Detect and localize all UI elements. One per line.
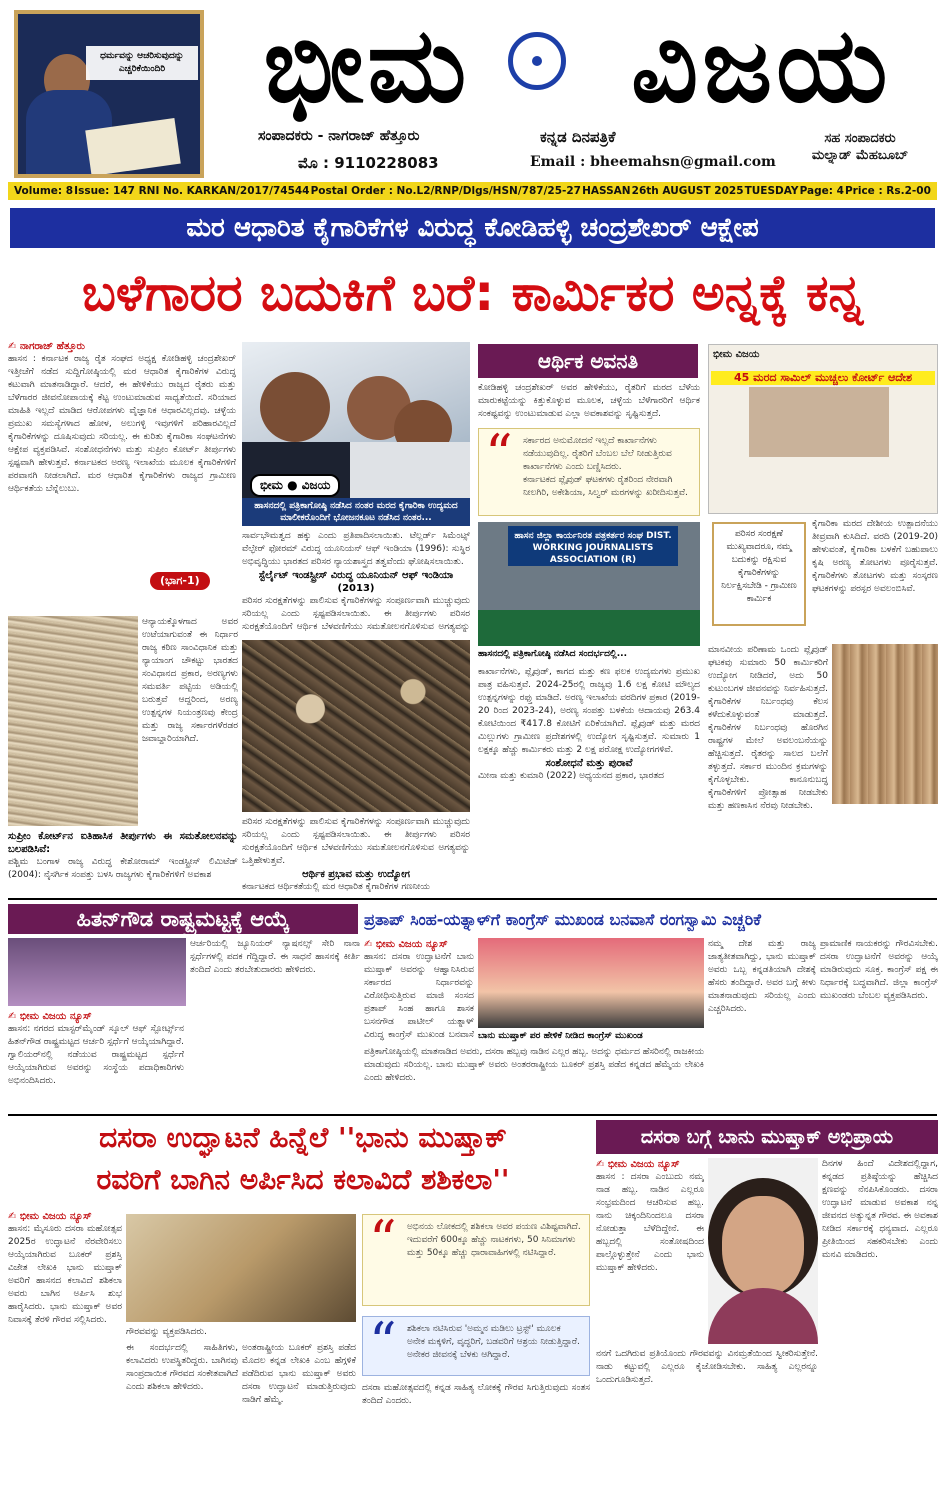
abhipraya-col-1: ✍ ಭೀಮ ವಿಜಯ ನ್ಯೂಸ್ ಹಾಸನ : ದಸರಾ ಎಂಬುದು ನಮ್ಮ ನಾಡ ಹಬ್ಬ. ನಾಡಿನ ಎಲ್ಲರೂ ಸಂಭ್ರಮದಿಂದ ಆಚರಿಸುವ ಹಬ್ಬ. ನಾನು ಚಿಕ್ಕಂದಿನಿಂದಲೂ ದಸರಾ ನೋಡುತ್ತಾ ಬೆಳೆದಿದ್ದೇನೆ. ಈ ಹಬ್ಬದಲ್ಲಿ ಸಂತೋಷದಿಂದ ಪಾಲ್ಗೊಳ್ಳುತ್ತೇನೆ ಎಂದು ಭಾನು ಮುಷ್ತಾಕ್ ಹೇಳಿದರು. xyxy=(596,1159,704,1273)
hittan-col-1: ✍ ಭೀಮ ವಿಜಯ ನ್ಯೂಸ್ ಹಾಸನ: ನಗರದ ಮಾಸ್ಟರ್‌ಮೈಂಡ್ ಸ್ಕೂಲ್ ಆಫ್ ಸ್ಪೋರ್ಟ್ಸ್‌ನ ಹಿತನ್‌ಗೌಡ ರಾಷ್ಟ್ರಮಟ್ಟದ ಆರ್ಚರಿ ಸ್ಪರ್ಧೆಗೆ ಆಯ್ಕೆಯಾಗಿದ್ದಾರೆ. ಗ್ವಾಲಿಯರ್‌ನಲ್ಲಿ ನಡೆಯುವ ರಾಷ್ಟ್ರಮಟ್ಟದ ಸ್ಪರ್ಧೆಗೆ ಆಯ್ಕೆಯಾಗಿರುವ ಅವರನ್ನು ಸಂಸ್ಥೆಯ ಪದಾಧಿಕಾರಿಗಳು ಅಭಿನಂದಿಸಿದರು. xyxy=(8,1011,184,1086)
court-block xyxy=(8,830,238,896)
pratap-col-1: ✍ ಭೀಮ ವಿಜಯ ನ್ಯೂಸ್ ಹಾಸನ: ದಸರಾ ಉದ್ಘಾಟನೆಗೆ ಬಾನು ಮುಷ್ತಾಕ್ ಅವರನ್ನು ಆಹ್ವಾನಿಸಿರುವ ಸರ್ಕಾರದ ನಿರ್ಧಾರವನ್ನು ವಿರೋಧಿಸುತ್ತಿರುವ ಮಾಜಿ ಸಂಸದ ಪ್ರತಾಪ್ ಸಿಂಹ ಹಾಗೂ ಶಾಸಕ ಬಸನಗೌಡ ಪಾಟೀಲ್ ಯತ್ನಾಳ್ ವಿರುದ್ಧ ಕಾಂಗ್ರೆಸ್ ಮುಖಂಡ ಬನವಾಸೆ xyxy=(364,939,474,1040)
pratap-col-4: ಪ್ರಾಮಾಣಿಕ ನಾಯಕರನ್ನು ಗೌರವಿಸಬೇಕು. ದಸರಾ ಉದ್ಘಾಟನೆಗೆ ಅವರನ್ನು ಆಯ್ಕೆ ಮಾಡಿರುವುದು ಸೂಕ್ತ. ಕಾಂಗ್ರೆಸ್ ಪಕ್ಷ ಈ ನಿರ್ಧಾರಕ್ಕೆ ಬದ್ಧವಾಗಿದೆ. ಜಿಲ್ಲಾ ಕಾಂಗ್ರೆಸ್ ಮುಖಂಡರು ಬೆಂಬಲ ವ್ಯಕ್ತಪಡಿಸಿದರು. xyxy=(820,939,938,1001)
coeditor-block xyxy=(790,130,930,164)
dasara-col-1: ✍ ಭೀಮ ವಿಜಯ ನ್ಯೂಸ್ ಹಾಸನ: ಮೈಸೂರು ದಸರಾ ಮಹೋತ್ಸವ 2025ರ ಉದ್ಘಾಟನೆ ನೆರವೇರಿಸಲು ಆಯ್ಕೆಯಾಗಿರುವ ಬೂಕರ್ ಪ್ರಶಸ್ತಿ ವಿಜೇತ ಲೇಖಕಿ ಭಾನು ಮುಷ್ತಾಕ್ ಅವರಿಗೆ ಹಾಸನದ ಕಲಾವಿದೆ ಶಶಿಕಲಾ ಅವರು ಬಾಗಿನ ಅರ್ಪಿಸಿ ಶುಭ ಹಾರೈಸಿದರು. ಭಾನು ಮುಷ್ತಾಕ್ ಅವರ ನಿವಾಸಕ್ಕೆ ತೆರಳಿ ಗೌರವ ಸಲ್ಲಿಸಿದರು. xyxy=(8,1211,122,1325)
research-heading: ಸಂಶೋಧನೆ ಮತ್ತು ಪುರಾವೆ xyxy=(545,758,633,769)
price: Price : Rs.2-00 xyxy=(844,185,931,197)
meeting-banner: ಹಾಸನ ಜಿಲ್ಲಾ ಕಾರ್ಯನಿರತ ಪತ್ರಕರ್ತರ ಸಂಘ DIST. WORKING JOURNALISTS ASSOCIATION (R) xyxy=(508,526,678,566)
lead-col-2c: ಪರಿಸರ ಸುರಕ್ಷತೆಗಳನ್ನು ಪಾಲಿಸುವ ಕೈಗಾರಿಕೆಗಳನ್ನು ಸಂಪೂರ್ಣವಾಗಿ ಮುಚ್ಚುವುದು ಸರಿಯಲ್ಲ ಎಂದು ಸ್ಪಷ್ಟಪಡಿಸಲಾಯಿತು. ಈ ತೀರ್ಪುಗಳು ಪರಿಸರ ಸುರಕ್ಷತೆಯೊಂದಿಗೆ ಆರ್ಥಿಕ ಬೆಳವಣಿಗೆಯು ಸಮತೋಲನಗೊಳಿಸುವ ಅಗತ್ಯವನ್ನು ಒತ್ತಿಹೇಳುತ್ತವೆ. ಆರ್ಥಿಕ ಪ್ರಭಾವ ಮತ್ತು ಉದ್ಯೋಗ ಕರ್ನಾಟಕದ ಆರ್ಥಿಕತೆಯಲ್ಲಿ ಮರ ಆಧಾರಿತ ಕೈಗಾರಿಕೆಗಳ ಗಣನೀಯ xyxy=(242,817,470,892)
lead-col-1 xyxy=(8,340,236,602)
date: 26th AUGUST 2025 xyxy=(631,185,744,197)
city: HASSAN xyxy=(582,185,631,197)
economic-quote: “ ಸರ್ಕಾರದ ಅನುಮೋದನೆ ಇಲ್ಲದೆ ಕಾರ್ಖಾನೆಗಳು ನಡೆಯುವುದಿಲ್ಲ. ರೈತರಿಗೆ ಬೆಂಬಲ ಬೆಲೆ ನೀಡುತ್ತಿರುವ ಕಾರ್ಖಾನೆಗಳು ಎಂದು ಬಣ್ಣಿಸಿದರು. ಕರ್ನಾಟಕದ ಪ್ಲೈವುಡ್ ಘಟಕಗಳು ರೈತರಿಂದ ನೇರವಾಗಿ ನೀಲಗಿರಿ, ಅಕೇಶಿಯಾ, ಸಿಲ್ವರ್ ಮರಗಳನ್ನು ಖರೀದಿಸುತ್ತವೆ. xyxy=(478,428,700,516)
meeting-photo xyxy=(478,522,700,646)
files-photo xyxy=(8,616,138,826)
logs-photo xyxy=(242,640,470,812)
top-headline-bar: ಮರ ಆಧಾರಿತ ಕೈಗಾರಿಕೆಗಳ ವಿರುದ್ಧ ಕೋಡಿಹಳ್ಳಿ ಚಂದ್ರಶೇಖರ್ ಆಕ್ಷೇಪ xyxy=(10,208,935,248)
dasara-col-2: ಈ ಸಂದರ್ಭದಲ್ಲಿ ಸಾಹಿತಿಗಳು, ಕಲಾವಿದರು ಉಪಸ್ಥಿತರಿದ್ದರು. ಬಾಗಿನವು ಸಾಂಪ್ರದಾಯಿಕ ಗೌರವದ ಸಂಕೇತವಾಗಿದೆ ಎಂದು ಶಶಿಕಲಾ ಹೇಳಿದರು. xyxy=(126,1343,238,1392)
part-badge: (ಭಾಗ-1) xyxy=(150,572,210,590)
lead-col-1b: ಆನ್ಯಾಯಕ್ಕೊಳಗಾದ ಅವರ ಉಟೆಯಾಗುವಂತೆ ಈ ನಿರ್ಧಾರ ರಾಜ್ಯ ಕಠಿಣ ಸಾಂವಿಧಾನಿಕ ಮತ್ತು ನ್ಯಾಯಾಂಗ ಚೌಕಟ್ಟು ಭಾರತದ ಸಂವಿಧಾನದ ಪ್ರಕಾರ, ಅರಣ್ಯಗಳು ಸಮವರ್ತಿ ಪಟ್ಟಿಯ ಅಡಿಯಲ್ಲಿ ಬರುತ್ತವೆ ಆದ್ದರಿಂದ, ಅರಣ್ಯ ಉತ್ಪನ್ನಗಳ ನಿಯಂತ್ರಣವು ಕೇಂದ್ರ ಮತ್ತು ರಾಜ್ಯ ಸರ್ಕಾರಗಳೆರಡರ ಜವಾಬ್ದಾರಿಯಾಗಿದೆ. xyxy=(142,617,238,744)
right-col-text: ಕೈಗಾರಿಕಾ ಮರದ ದೇಶೀಯ ಉತ್ಪಾದನೆಯು ತೀವ್ರವಾಗಿ ಕುಸಿದಿದೆ. ವರದಿ (2019-20) ಹೇಳುವಂತೆ, ಕೈಗಾರಿಕಾ ಬಳಕೆಗೆ ಬಹುಪಾಲು ಕೃಷಿ ಅರಣ್ಯ ತೋಟಗಳು ಪೂರೈಸುತ್ತವೆ. ಕೈಗಾರಿಕೆಗಳು ತೋಟಗಳು ಮತ್ತು ಸಂಸ್ಕರಣ ಘಟಕಗಳನ್ನು ಪರಸ್ಪರ ಅವಲಂಬಿಸಿವೆ. xyxy=(812,519,938,594)
abhipraya-title: ದಸರಾ ಬಗ್ಗೆ ಬಾನು ಮುಷ್ತಾಕ್ ಅಭಿಪ್ರಾಯ xyxy=(596,1120,938,1154)
masthead xyxy=(0,0,945,182)
dasara-col-4: ದಸರಾ ಮಹೋತ್ಸವದಲ್ಲಿ ಕನ್ನಡ ಸಾಹಿತ್ಯ ಲೋಕಕ್ಕೆ ಗೌರವ ಸಿಗುತ್ತಿರುವುದು ಸಂತಸ ತಂದಿದೆ ಎಂದರು. xyxy=(362,1383,590,1406)
clipping-photo xyxy=(708,344,938,514)
economic-decline-title: ಆರ್ಥಿಕ ಅವನತಿ xyxy=(478,344,698,378)
selfie-caption: ಹಾಸನದಲ್ಲಿ ಪತ್ರಿಕಾಗೋಷ್ಠಿ ನಡೆಸಿದ ನಂತರ ಮರದ ಕೈಗಾರಿಕಾ ಉದ್ಯಮದ ಮಾಲೀಕರೊಂದಿಗೆ ಭೋಜನಕೂಟ ನಡೆಸಿದ ನಂತರ... xyxy=(242,498,470,526)
issue-info-bar xyxy=(8,182,937,200)
abhipraya-col-3: ದಿನಗಳ ಹಿಂದೆ ವಿದೇಶದಲ್ಲಿದ್ದಾಗ, ಕನ್ನಡದ ಪ್ರತಿಷ್ಠೆಯನ್ನು ಹೆಚ್ಚಿಸಿದ ಕ್ಷಣವನ್ನು ನೆನಪಿಸಿಕೊಂಡರು. ದಸರಾ ಉದ್ಘಾಟನೆ ಮಾಡುವ ಅವಕಾಶ ನನ್ನ ಜೀವನದ ಅತ್ಯುನ್ನತ ಗೌರವ. ಈ ಅವಕಾಶ ನೀಡಿದ ಸರ್ಕಾರಕ್ಕೆ ಧನ್ಯವಾದ. ಎಲ್ಲರೂ ಪ್ರೀತಿಯಿಂದ ಸಹಕರಿಸಬೇಕು ಎಂದು ಮನವಿ ಮಾಡಿದರು. xyxy=(822,1159,938,1260)
volume: Volume: 8 xyxy=(14,185,74,197)
col2-text: ಸಾರ್ವಭೌಮತ್ವದ ಹಕ್ಕು ಎಂದು ಪ್ರತಿಪಾದಿಸಲಾಯಿತು. ಟೆಲ್ಲರ್ಡ್ ಸಿಮೆಂಟ್ಸ್ ವೆಲ್ಫೇರ್ ಫೋರಮ್ ವಿರುದ್ಧ ಯೂನಿಯನ್ ಆಫ್ ಇಂಡಿಯಾ (1996): ಸುಸ್ಥಿರ ಅಭಿವೃದ್ಧಿಯು ಭಾರತದ ಪರಿಸರ ನ್ಯಾಯಶಾಸ್ತ್ರದ ತತ್ವವೆಂದು ಘೋಷಿಸಲಾಯಿತು. xyxy=(242,531,470,567)
issue: Issue: 147 RNI No. KARKAN/2017/74544 xyxy=(74,185,310,197)
pratap-col-3: ನಮ್ಮ ದೇಶ ಮತ್ತು ರಾಜ್ಯ ಜಾತ್ಯತೀತವಾಗಿದ್ದು, ಭಾನು ಮುಷ್ತಾಕ್ ಅವರು ಒಬ್ಬ ಕನ್ನಡತಿಯಾಗಿ ದೇಶಕ್ಕೆ ಹೆಸರು ತಂದಿದ್ದಾರೆ. ಅವರ ಬಗ್ಗೆ ಕೀಳು ಮಾತನಾಡುವುದು ಸರಿಯಲ್ಲ ಎಂದು ಎಚ್ಚರಿಸಿದರು. xyxy=(708,939,816,1014)
main-headline: ಬಳೆಗಾರರ ಬದುಕಿಗೆ ಬರೆ: ಕಾರ್ಮಿಕರ ಅನ್ನಕ್ಕೆ ಕನ್ನ xyxy=(81,264,864,322)
hittan-col-2: ಆರ್ಚರಿಯಲ್ಲಿ ಜ್ಯೂನಿಯರ್ ನ್ಯಾಷನಲ್ಸ್ ಸೇರಿ ನಾನಾ ಸ್ಪರ್ಧೆಗಳಲ್ಲಿ ಪದಕ ಗೆದ್ದಿದ್ದಾರೆ. ಈ ಸಾಧನೆ ಹಾಸನಕ್ಕೆ ಕೀರ್ತಿ ತಂದಿದೆ ಎಂದು ತರಬೇತುದಾರರು ಹೇಳಿದರು. xyxy=(190,939,360,975)
economic-text: ಕೋಡಿಹಳ್ಳಿ ಚಂದ್ರಶೇಖರ್ ಅವರ ಹೇಳಿಕೆಯು, ರೈತರಿಗೆ ಮರದ ಬೆಳೆಯ ಮಾರುಕಟ್ಟೆಯನ್ನು ಕಿತ್ತುಕೊಳ್ಳುವ ಮೂಲಕ, ಚಳ್ಳೆಯ ಬೆಳೆಗಾರರಿಗೆ ಆರ್ಥಿಕ ಸಂಕಷ್ಟವನ್ನು ಉಂಟುಮಾಡುವ ಎಲ್ಲಾ ಅವಕಾಶವನ್ನು ಸೃಷ್ಟಿಸುತ್ತದೆ. xyxy=(478,383,700,419)
lead-col-2 xyxy=(242,530,470,636)
economic-col: ಕಾರ್ಖಾನೆಗಳು, ಪ್ಲೈವುಡ್, ಕಾಗದ ಮತ್ತು ಕಣ ಫಲಕ ಉದ್ಯಮಗಳು ಪ್ರಮುಖ ಪಾತ್ರ ವಹಿಸುತ್ತವೆ. 2024-25ರಲ್ಲಿ ರಾಜ್ಯವು 1.6 ಲಕ್ಷ ಕೋಟಿ ಮೌಲ್ಯದ ಉತ್ಪನ್ನಗಳನ್ನು ರಫ್ತು ಮಾಡಿದೆ. ಅರಣ್ಯ ಇಲಾಖೆಯ ವರದಿಗಳ ಪ್ರಕಾರ (2019-20 ರಿಂದ 2023-24), ಅರಣ್ಯ ಸಂಪತ್ತು ಬಳಕೆಯ ಆದಾಯವು 263.4 ಕೋಟಿಯಿಂದ ₹417.8 ಕೋಟಿಗೆ ಏರಿಕೆಯಾಗಿದೆ. ಪ್ಲೈವುಡ್ ಮತ್ತು ಮರದ ಮಿಲ್ಲುಗಳು ಗ್ರಾಮೀಣ ಪ್ರದೇಶಗಳಲ್ಲಿ ಉದ್ಯೋಗ ಸೃಷ್ಟಿಸುತ್ತವೆ. ಸುಮಾರು 1 ಲಕ್ಷಕ್ಕೂ ಹೆಚ್ಚು ಕಾರ್ಮಿಕರು ಮತ್ತು 2 ಲಕ್ಷ ಪರೋಕ್ಷ ಉದ್ಯೋಗಗಳಿವೆ. ಸಂಶೋಧನೆ ಮತ್ತು ಪುರಾವೆ ಮೀನಾ ಮತ್ತು ಕುಮಾರಿ (2022) ಅಧ್ಯಯನದ ಪ್ರಕಾರ, ಭಾರತದ xyxy=(478,667,700,781)
clipping-headline: 45 ಮರದ ಸಾಮಿಲ್ ಮುಚ್ಚಲು ಕೋರ್ಟ್ ಆದೇಶ xyxy=(711,371,935,385)
dasara-title-line-1: ದಸರಾ ಉದ್ಘಾಟನೆ ಹಿನ್ನೆಲೆ ''ಭಾನು ಮುಷ್ತಾಕ್ xyxy=(99,1121,507,1154)
photo-logo: ಭೀಮ ● ವಿಜಯ xyxy=(250,474,340,497)
daily-label: ಕನ್ನಡ ದಿನಪತ್ರಿಕೆ xyxy=(540,128,616,146)
ashoka-chakra-icon xyxy=(508,32,566,90)
title-right: ವಿಜಯ xyxy=(631,4,892,126)
dasara-title-line-2: ರವರಿಗೆ ಬಾಗಿನ ಅರ್ಪಿಸಿದ ಕಲಾವಿದೆ ಶಶಿಕಲಾ'' xyxy=(96,1163,510,1196)
page-number: Page: 4 xyxy=(799,185,844,197)
quote-mark-icon: “ xyxy=(369,1214,397,1272)
portrait-quote: ಧರ್ಮವನ್ನು ಆಚರಿಸುವುದನ್ನು ಎಚ್ಚರಿಕೆಯಿಂದಿರಿ xyxy=(86,46,198,80)
plywood-photo xyxy=(832,644,938,804)
clipping-masthead: ಭೀಮ ವಿಜಯ xyxy=(713,349,760,360)
dasara-photo xyxy=(126,1214,356,1322)
phone-line: ಮೊ : 9110228083 xyxy=(298,154,439,172)
email-line: Email : bheemahsn@gmail.com xyxy=(530,154,776,170)
ambedkar-portrait xyxy=(14,10,204,178)
pratap-photo xyxy=(478,938,704,1028)
selfie-photo xyxy=(242,342,470,524)
quote-mark-icon: “ xyxy=(369,1316,397,1374)
court-heading: ಸುಪ್ರೀಂ ಕೋರ್ಟ್‌ನ ಐತಿಹಾಸಿಕ ತೀರ್ಪುಗಳು ಈ ಸಮತೋಲನವನ್ನು ಬಲಪಡಿಸಿವೆ: xyxy=(8,831,238,855)
trust-quote: “ ಶಶಿಕಲಾ ನಟಿಸಿರುವ 'ಅಮ್ಮನ ಮಡಿಲು ಟ್ರಸ್ಟ್' ಮೂಲಕ ಅನೇಕ ಮಕ್ಕಳಿಗೆ, ವೃದ್ಧರಿಗೆ, ಬಡವರಿಗೆ ಆಶ್ರಯ ನೀಡುತ್ತಿದ್ದಾರೆ. ಅನೇಕರ ಜೀವನಕ್ಕೆ ಬೆಳಕು ಆಗಿದ್ದಾರೆ. xyxy=(362,1316,590,1376)
lead-col1-text: ಹಾಸನ : ಕರ್ನಾಟಕ ರಾಜ್ಯ ರೈತ ಸಂಘದ ಅಧ್ಯಕ್ಷ ಕೋಡಿಹಳ್ಳಿ ಚಂದ್ರಶೇಖರ್ ಇತ್ತೀಚೆಗೆ ನಡೆದ ಸುದ್ದಿಗೋಷ್ಠಿಯಲ್ಲಿ ಮರ ಆಧಾರಿತ ಕೈಗಾರಿಕೆಗಳ ವಿರುದ್ಧ ಕಟುವಾಗಿ ಮಾತನಾಡಿದ್ದಾರೆ. ಆದರೆ, ಈ ಹೇಳಿಕೆಯು ರಾಜ್ಯದ ರೈತರು ಮತ್ತು ಬೆಳೆಗಾರರ ಜೀವನೋಪಾಯಕ್ಕೆ ಕೆಟ್ಟ ಉಂಟುಮಾಡುವ ಸಾಧ್ಯತೆಯಿದೆ. ಸರಿಯಾದ ಮಾಹಿತಿ ಇಲ್ಲದೆ ಮಾಡಿದ ಆರೋಪಗಳು ವೈಜ್ಞಾನಿಕ ಆಧಾರವಿಲ್ಲದವು. ಚಳ್ಳೆಯ ಪ್ರಮುಖ ಸಮಸ್ಯೆಗಳಾದ ಹೋಳ, ಅಲುಗಳ್ಳಿ ಇವುಗಳಿಗೆ ಪರಿಹಾರವಿಲ್ಲದೆ ಕೈಗಾರಿಕೆಗಳನ್ನು ದೂಷಿಸುವುದು ಸರಿಯಲ್ಲ. ಈ ಕುರಿತು ಕೈಗಾರಿಕಾ ಸಂಘಟನೆಗಳು ಆಕ್ಷೇಪ ವ್ಯಕ್ತಪಡಿಸಿವೆ. ಸಂಶೋಧನೆಗಳು ಮತ್ತು ಸುಪ್ರೀಂ ಕೋರ್ಟ್ ತೀರ್ಪುಗಳು ಸ್ಪಷ್ಟವಾಗಿ ಹೇಳುತ್ತವೆ. ಕರ್ನಾಟಕದ ಅರಣ್ಯ ಇಲಾಖೆಯ ಮೂಲಕ ಕೈಗಾರಿಕೆಗಳಿಗೆ ಪರವಾನಗಿ ನೀಡಲಾಗಿದೆ. ಮರ ಆಧಾರಿತ ಕೈಗಾರಿಕೆಗಳು ರಾಜ್ಯದ ಗ್ರಾಮೀಣ ಆರ್ಥಿಕತೆಯ ಬೆನ್ನೆಲುಬು. xyxy=(8,354,236,494)
title-left: ಭೀಮ xyxy=(263,4,471,126)
dasara-photo-caption: ಗೌರವವನ್ನು ವ್ಯಕ್ತಪಡಿಸಿದರು. xyxy=(126,1327,207,1337)
newspaper-title xyxy=(220,6,935,124)
coeditor-name: ಮಲ್ನಾಡ್ ಮೆಹಬೂಬ್ xyxy=(811,148,909,163)
banu-portrait xyxy=(708,1158,818,1344)
col2-heading-2: ಆರ್ಥಿಕ ಪ್ರಭಾವ ಮತ್ತು ಉದ್ಯೋಗ xyxy=(302,869,410,880)
col2b-text: ಪರಿಸರ ಸುರಕ್ಷತೆಗಳನ್ನು ಪಾಲಿಸುವ ಕೈಗಾರಿಕೆಗಳನ್ನು ಸಂಪೂರ್ಣವಾಗಿ ಮುಚ್ಚುವುದು ಸರಿಯಲ್ಲ ಎಂದು ಸ್ಪಷ್ಟಪಡಿಸಲಾಯಿತು. ಈ ತೀರ್ಪುಗಳು ಪರಿಸರ ಸುರಕ್ಷತೆಯೊಂದಿಗೆ ಆರ್ಥಿಕ ಬೆಳವಣಿಗೆಯು ಸಮತೋಲನಗೊಳಿಸುವ ಅಗತ್ಯವನ್ನು xyxy=(242,596,470,632)
court-text: ಪಶ್ಚಿಮ ಬಂಗಾಳ ರಾಜ್ಯ ವಿರುದ್ಧ ಕೇಶೋರಾಮ್ ಇಂಡಸ್ಟ್ರೀಸ್ ಲಿಮಿಟೆಡ್ (2004): ನೈಸರ್ಗಿಕ ಸಂಪತ್ತು ಬಳಸಿ ರಾಜ್ಯಗಳು ಕೈಗಾರಿಕೆಗಳಿಗೆ ಅವಕಾಶ xyxy=(8,857,238,880)
coeditor-label: ಸಹ ಸಂಪಾದಕರು xyxy=(824,131,896,146)
abhipraya-col-2: ನನಗೆ ಒದಗಿರುವ ಪ್ರತಿಯೊಂದು ಗೌರವವನ್ನು ವಿನಮ್ರತೆಯಿಂದ ಸ್ವೀಕರಿಸುತ್ತೇನೆ. ನಾಡು ಕಟ್ಟುವಲ್ಲಿ ಎಲ್ಲರೂ ಕೈಜೋಡಿಸಬೇಕು. ಸಾಹಿತ್ಯ ಎಲ್ಲರನ್ನೂ ಒಂದುಗೂಡಿಸುತ್ತದೆ. xyxy=(596,1349,818,1385)
lead-byline: ✍ ನಾಗರಾಜ್ ಹೆತ್ತೂರು xyxy=(8,341,85,352)
dasara-col-3: ಅಂತರಾಷ್ಟ್ರೀಯ ಬೂಕರ್ ಪ್ರಶಸ್ತಿ ಪಡೆದ ಮೊದಲ ಕನ್ನಡ ಲೇಖಕಿ ಎಂಬ ಹೆಗ್ಗಳಿಕೆ ಪಡೆದಿರುವ ಭಾನು ಮುಷ್ತಾಕ್ ಅವರು ದಸರಾ ಉದ್ಘಾಟನೆ ಮಾಡುತ್ತಿರುವುದು ನಾಡಿಗೆ ಹೆಮ್ಮೆ. xyxy=(242,1343,356,1405)
editor-line: ಸಂಪಾದಕರು - ನಾಗರಾಜ್ ಹೆತ್ತೂರು xyxy=(258,128,420,144)
hittan-photo xyxy=(8,938,186,1006)
dasara-quote: “ ಅಭಿನಯ ಲೋಕದಲ್ಲಿ ಶಶಿಕಲಾ ಅವರ ಪಯಣ ವಿಶಿಷ್ಟವಾಗಿದೆ. ಇದುವರೆಗೆ 600ಕ್ಕೂ ಹೆಚ್ಚು ನಾಟಕಗಳು, 50 ಸಿನಿಮಾಗಳು ಮತ್ತು 50ಕ್ಕೂ ಹೆಚ್ಚು ಧಾರಾವಾಹಿಗಳಲ್ಲಿ ನಟಿಸಿದ್ದಾರೆ. xyxy=(362,1214,590,1306)
right-col-text-2: ಮಾನವೀಯ ಪರಿಣಾಮ ಒಂದು ಪ್ಲೈವುಡ್ ಘಟಕವು ಸುಮಾರು 50 ಕಾರ್ಮಿಕರಿಗೆ ಉದ್ಯೋಗ ನೀಡಿದರೆ, ಅದು 50 ಕುಟುಂಬಗಳ ಜೀವನವನ್ನು ನಿರ್ವಹಿಸುತ್ತದೆ. ಕೈಗಾರಿಕೆಗಳ ನಿರ್ಬಂಧವು ಕೆಲಸ ಕಳೆದುಕೊಳ್ಳುವಂತೆ ಮಾಡುತ್ತದೆ. ಕೈಗಾರಿಕೆಗಳ ನಿರ್ಬಂಧವು ಹೊರಗಿನ ರಾಷ್ಟ್ರಗಳ ಮೇಲೆ ಅವಲಂಬನೆಯನ್ನು ಹೆಚ್ಚಿಸುತ್ತದೆ. ರೈತರನ್ನು ಸಾಲದ ಬಲೆಗೆ ತಳ್ಳುತ್ತದೆ. ಸರ್ಕಾರ ಮುಂದಿನ ಕ್ರಮಗಳನ್ನು ಕೈಗೊಳ್ಳಬೇಕು. ಕಾನೂನುಬದ್ಧ ಕೈಗಾರಿಕೆಗಳಿಗೆ ಪ್ರೋತ್ಸಾಹ ನೀಡಬೇಕು ಮತ್ತು ಹಣಕಾಸಿನ ನೆರವು ನೀಡಬೇಕು. xyxy=(708,645,828,811)
pratap-col-2: ಪತ್ರಿಕಾಗೋಷ್ಠಿಯಲ್ಲಿ ಮಾತನಾಡಿದ ಅವರು, ದಸರಾ ಹಬ್ಬವು ನಾಡಿನ ಎಲ್ಲರ ಹಬ್ಬ. ಅದನ್ನು ಧರ್ಮದ ಹೆಸರಿನಲ್ಲಿ ರಾಜಕೀಯ ಮಾಡುವುದು ಸರಿಯಲ್ಲ. ಬಾನು ಮುಷ್ತಾಕ್ ಅವರು ಅಂತರರಾಷ್ಟ್ರೀಯ ಬೂಕರ್ ಪ್ರಶಸ್ತಿ ಪಡೆದ ಕನ್ನಡದ ಹೆಮ್ಮೆಯ ಲೇಖಕಿ ಎಂದು ಹೇಳಿದರು. xyxy=(364,1047,704,1083)
hittan-title: ಹಿತನ್‌ಗೌಡ ರಾಷ್ಟ್ರಮಟ್ಟಕ್ಕೆ ಆಯ್ಕೆ xyxy=(8,904,358,934)
pratap-title: ಪ್ರತಾಪ್ ಸಿಂಹ-ಯತ್ನಾಳ್‌ಗೆ ಕಾಂಗ್ರೆಸ್ ಮುಖಂಡ ಬನವಾಸೆ ರಂಗಸ್ವಾಮಿ ಎಚ್ಚರಿಕೆ xyxy=(364,910,762,929)
weekday: TUESDAY xyxy=(744,185,799,197)
meeting-caption: ಹಾಸನದಲ್ಲಿ ಪತ್ರಿಕಾಗೋಷ್ಠಿ ನಡೆಸಿದ ಸಂದರ್ಭದಲ್ಲಿ... xyxy=(478,649,627,659)
col2-heading: ಸ್ಟೆರ್ಲೈಟ್ ಇಂಡಸ್ಟ್ರೀಸ್ ವಿರುದ್ಧ ಯೂನಿಯನ್ ಆಫ್ ಇಂಡಿಯಾ (2013) xyxy=(258,570,454,594)
worker-quote: ಪರಿಸರ ಸಂರಕ್ಷಣೆ ಮುಖ್ಯವಾದರೂ, ನಮ್ಮ ಬದುಕನ್ನು ರಕ್ಷಿಸುವ ಕೈಗಾರಿಕೆಗಳನ್ನು ನಿರ್ಲಕ್ಷಿಸಬೇಡಿ - ಗ್ರಾಮೀಣ ಕಾರ್ಮಿಕ xyxy=(712,522,806,626)
quote-mark-icon: “ xyxy=(485,428,513,486)
pratap-caption: ಬಾನು ಮುಷ್ತಾಕ್ ಪರ ಹೇಳಿಕೆ ನೀಡಿದ ಕಾಂಗ್ರೆಸ್ ಮುಖಂಡ xyxy=(478,1031,643,1041)
postal-order: Postal Order : No.L2/RNP/Dlgs/HSN/787/25-27 xyxy=(310,185,581,197)
